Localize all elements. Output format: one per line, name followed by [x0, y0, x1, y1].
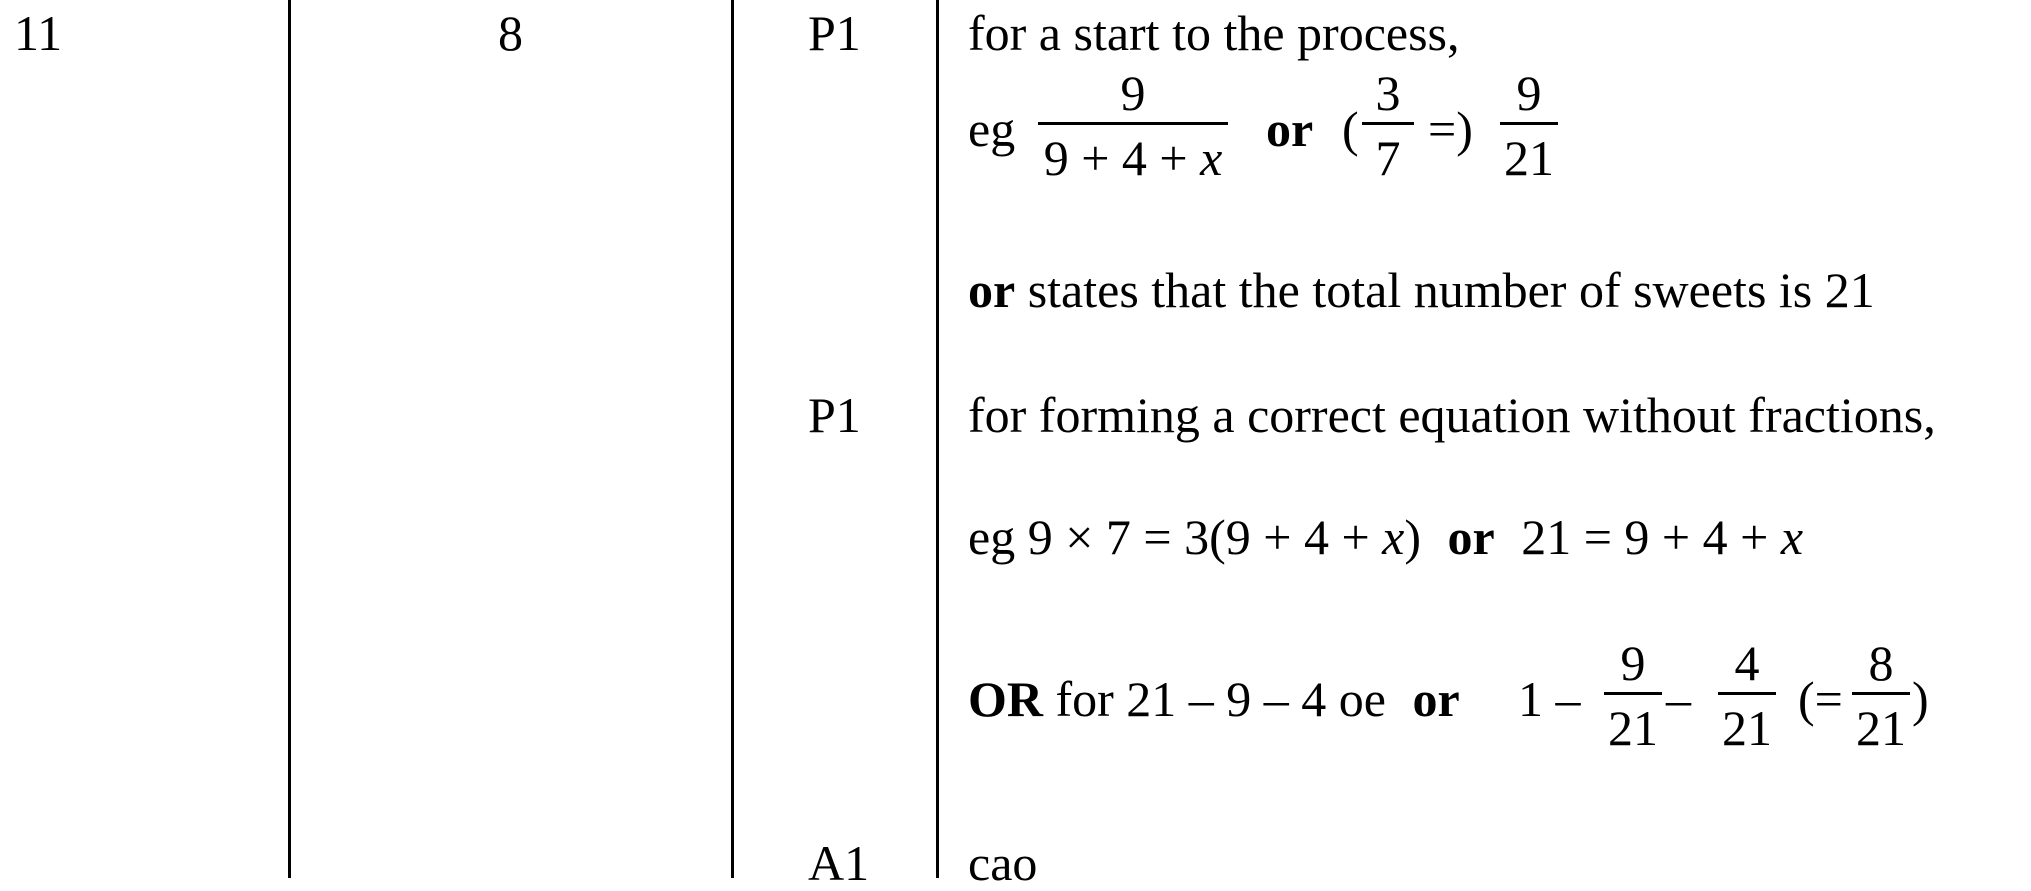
fraction-numerator: 3	[1375, 65, 1401, 121]
denominator-terms: 9 + 4 +	[1043, 130, 1201, 186]
fraction-numerator: 4	[1734, 635, 1760, 691]
guidance-line	[968, 671, 1460, 727]
eg-label: eg	[968, 101, 1016, 157]
equation-part: eg 9 × 7 = 3(9 + 4 +	[968, 509, 1383, 565]
equation-part: 21 = 9 + 4 +	[1521, 509, 1781, 565]
mark-code: P1	[808, 387, 861, 443]
close-paren: )	[1912, 671, 1929, 727]
guidance-line	[968, 509, 1804, 565]
fraction-numerator: 9	[1120, 65, 1146, 121]
or-keyword: or	[1266, 101, 1314, 157]
fraction-numerator: 9	[1516, 65, 1542, 121]
guidance-line: for forming a correct equation without fractions,	[968, 387, 1936, 443]
fraction-9-over-21	[1604, 635, 1662, 756]
fraction-9-over-9-plus-4-plus-x	[1038, 65, 1228, 186]
fraction-numerator: 8	[1868, 635, 1894, 691]
guidance-text: states that the total number of sweets is 21	[1027, 262, 1875, 318]
guidance-line: cao	[968, 835, 1038, 891]
fraction-denominator: 7	[1375, 130, 1401, 186]
fraction-denominator: 21	[1608, 700, 1658, 756]
fraction-8-over-21	[1852, 635, 1910, 756]
fraction-denominator	[1038, 125, 1228, 186]
fraction-denominator: 21	[1722, 700, 1772, 756]
fraction-4-over-21	[1718, 635, 1776, 756]
equation-part: )	[1404, 509, 1421, 565]
fraction-denominator: 21	[1856, 700, 1906, 756]
open-paren: (	[1342, 101, 1359, 157]
or-keyword: or	[1447, 509, 1495, 565]
fraction-9-over-21	[1500, 65, 1558, 186]
column-divider-1	[288, 0, 291, 878]
guidance-line	[968, 262, 1875, 318]
variable-x: x	[1382, 509, 1405, 565]
variable-x: x	[1200, 130, 1223, 186]
open-paren-equals: (=	[1798, 671, 1843, 727]
fraction-denominator: 21	[1504, 130, 1554, 186]
guidance-text: for 21 – 9 – 4 oe	[1055, 671, 1386, 727]
fraction-numerator: 9	[1620, 635, 1646, 691]
minus-sign: –	[1666, 671, 1691, 727]
mark-code: A1	[808, 835, 870, 891]
guidance-line: for a start to the process,	[968, 5, 1460, 61]
column-divider-2	[731, 0, 734, 878]
answer-value: 8	[498, 5, 523, 61]
variable-x: x	[1780, 509, 1804, 565]
column-divider-3	[936, 0, 939, 878]
fraction-3-over-7	[1362, 65, 1414, 186]
or-keyword: or	[1412, 671, 1460, 727]
mark-code: P1	[808, 5, 861, 61]
OR-keyword: OR	[968, 671, 1043, 727]
question-number: 11	[14, 5, 63, 61]
equals-close-paren: =)	[1428, 101, 1473, 157]
or-keyword: or	[968, 262, 1016, 318]
one-minus: 1 –	[1518, 671, 1581, 727]
